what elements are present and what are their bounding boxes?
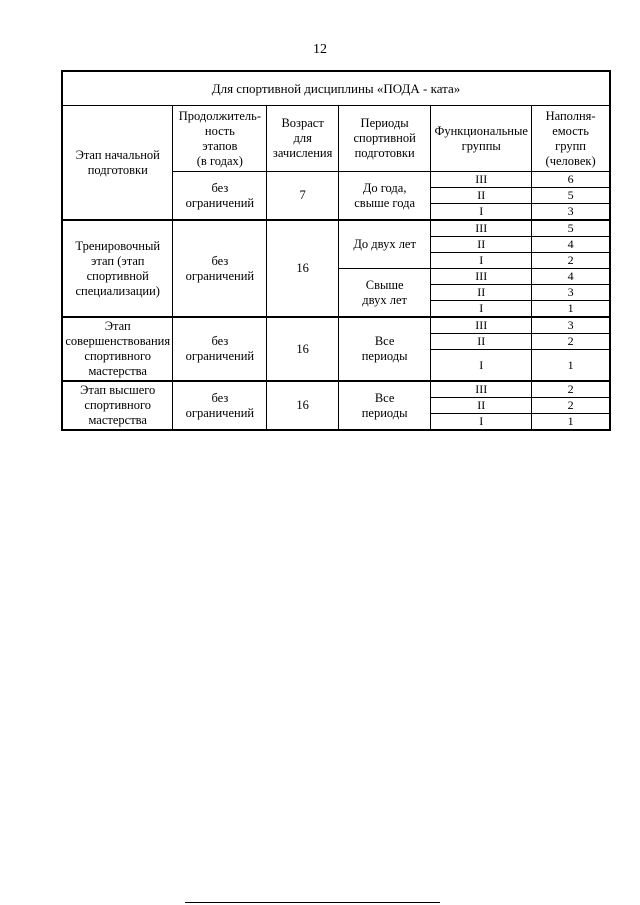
age-cell: 16 xyxy=(267,381,339,430)
group-cell: I xyxy=(431,414,532,431)
capacity-cell: 2 xyxy=(532,381,610,398)
stage-improvement: Этап совершенствования спортивного мастерства xyxy=(62,317,173,381)
group-cell: I xyxy=(431,204,532,221)
group-cell: III xyxy=(431,381,532,398)
group-cell: III xyxy=(431,172,532,188)
header-periods: Периоды спортивной подготовки xyxy=(339,106,431,172)
age-cell: 7 xyxy=(267,172,339,221)
capacity-cell: 2 xyxy=(532,253,610,269)
group-cell: II xyxy=(431,237,532,253)
header-duration: Продолжитель- ность этапов (в годах) xyxy=(173,106,267,172)
period-cell: До двух лет xyxy=(339,220,431,269)
capacity-cell: 4 xyxy=(532,269,610,285)
capacity-cell: 4 xyxy=(532,237,610,253)
stage-training: Тренировочный этап (этап спортивной специализации) xyxy=(62,220,173,317)
duration-cell: без ограничений xyxy=(173,381,267,430)
duration-cell: без ограничений xyxy=(173,317,267,381)
period-cell: Все периоды xyxy=(339,317,431,381)
capacity-cell: 2 xyxy=(532,334,610,350)
group-cell: I xyxy=(431,301,532,318)
duration-cell: без ограничений xyxy=(173,220,267,317)
age-cell: 16 xyxy=(267,220,339,317)
capacity-cell: 3 xyxy=(532,317,610,334)
training-groups-table xyxy=(61,70,611,431)
duration-cell: без ограничений xyxy=(173,172,267,221)
table-title: Для спортивной дисциплины «ПОДА - ката» xyxy=(62,71,610,106)
group-cell: II xyxy=(431,188,532,204)
capacity-cell: 6 xyxy=(532,172,610,188)
stage-highest: Этап высшего спортивного мастерства xyxy=(62,381,173,430)
header-groups: Функциональные группы xyxy=(431,106,532,172)
age-cell: 16 xyxy=(267,317,339,381)
period-cell: Свыше двух лет xyxy=(339,269,431,318)
capacity-cell: 5 xyxy=(532,188,610,204)
group-cell: I xyxy=(431,350,532,382)
capacity-cell: 5 xyxy=(532,220,610,237)
group-cell: I xyxy=(431,253,532,269)
capacity-cell: 2 xyxy=(532,398,610,414)
group-cell: II xyxy=(431,398,532,414)
capacity-cell: 1 xyxy=(532,301,610,318)
group-cell: III xyxy=(431,269,532,285)
stage-initial: Этап начальной подготовки xyxy=(62,106,173,221)
period-cell: До года, свыше года xyxy=(339,172,431,221)
capacity-cell: 3 xyxy=(532,204,610,221)
capacity-cell: 1 xyxy=(532,350,610,382)
page-number: 12 xyxy=(313,42,327,57)
bottom-rule xyxy=(185,902,440,903)
period-cell: Все периоды xyxy=(339,381,431,430)
capacity-cell: 1 xyxy=(532,414,610,431)
group-cell: III xyxy=(431,317,532,334)
group-cell: II xyxy=(431,334,532,350)
group-cell: II xyxy=(431,285,532,301)
header-capacity: Наполня- емость групп (человек) xyxy=(532,106,610,172)
capacity-cell: 3 xyxy=(532,285,610,301)
header-age: Возраст для зачисления xyxy=(267,106,339,172)
group-cell: III xyxy=(431,220,532,237)
